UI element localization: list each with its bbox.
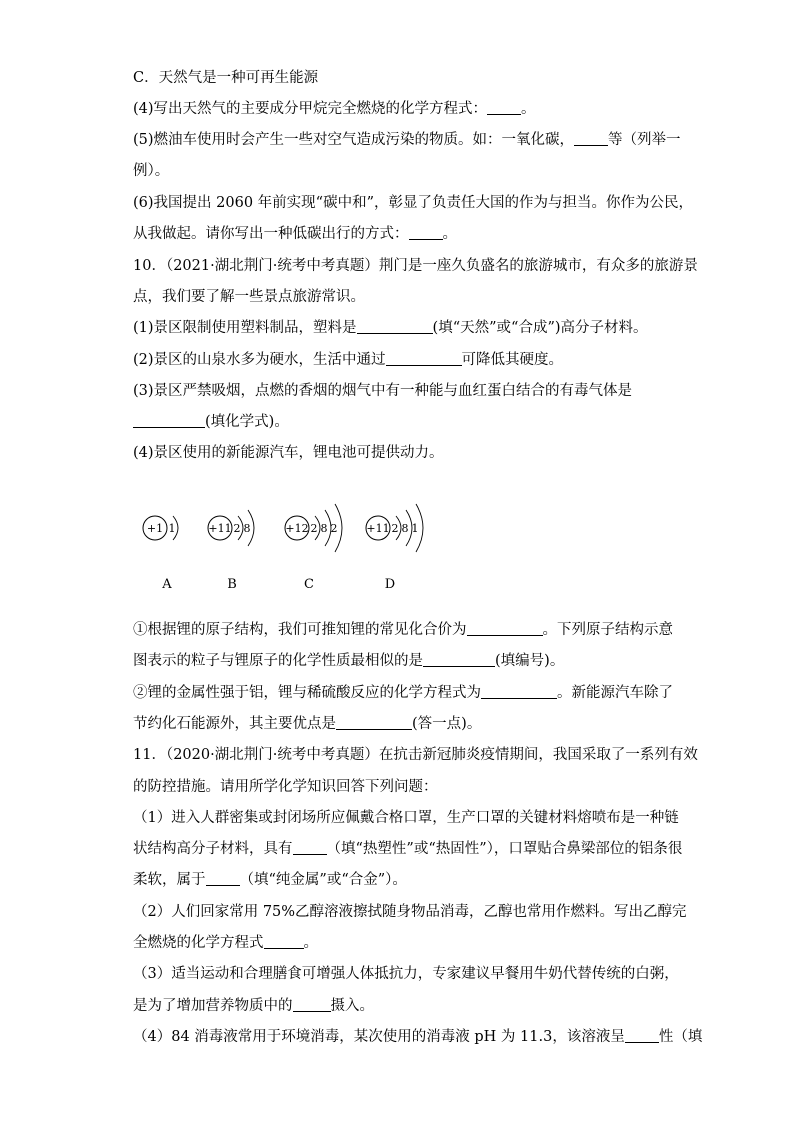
answer-blank (133, 413, 205, 428)
answer-blank (423, 652, 495, 667)
electron-count: 2 (391, 522, 399, 535)
answer-blank (487, 100, 521, 115)
answer-blank (467, 621, 543, 636)
electron-count: 2 (330, 522, 338, 535)
question-11-1: （1）进入人群密集或封闭场所应佩戴合格口罩，生产口罩的关键材料熔喷布是一种链 (133, 810, 679, 826)
answer-blank (264, 934, 304, 949)
nucleus-charge: +12 (285, 522, 309, 535)
question-10-4-1: ①根据锂的原子结构，我们可推知锂的常见化合价为 。下列原子结构示意 (133, 622, 673, 638)
option-c-line: C．天然气是一种可再生能源 (133, 70, 319, 86)
diagram-label: C (304, 577, 314, 592)
question-10-3: (3)景区严禁吸烟，点燃的香烟的烟气中有一种能与血红蛋白结合的有毒气体是 (133, 383, 633, 399)
nucleus-charge: +11 (208, 522, 232, 535)
diagram-label: D (384, 577, 396, 592)
nucleus-charge: +11 (366, 522, 390, 535)
question-10-3-cont: (填化学式)。 (133, 412, 673, 432)
diagram-label: B (227, 577, 237, 592)
answer-blank (386, 351, 462, 366)
answer-blank (206, 871, 240, 886)
question-9-5-cont: 例）。 (133, 163, 170, 179)
atomic-structure-diagrams (130, 478, 450, 598)
answer-blank (574, 131, 608, 146)
question-10-4: (4)景区使用的新能源汽车，锂电池可提供动力。 (133, 445, 444, 461)
electron-count: 8 (401, 522, 409, 535)
electron-count: 8 (243, 522, 251, 535)
question-10-stem-cont: 点，我们要了解一些景点旅游常识。 (133, 289, 365, 305)
question-11-2: （2）人们回家常用 75%乙醇溶液擦拭随身物品消毒，乙醇也常用作燃料。写出乙醇完 (133, 904, 687, 920)
electron-count: 1 (411, 522, 419, 535)
question-9-5: (5)燃油车使用时会产生一些对空气造成污染的物质。如：一氧化碳， 等（列举一 (133, 132, 681, 148)
question-11-1-cont2: 柔软，属于 （填“纯金属”或“合金”）。 (133, 872, 407, 888)
question-10-1: (1)景区限制使用塑料制品，塑料是 (填“天然”或“合成”)高分子材料。 (133, 320, 648, 336)
electron-count: 2 (310, 522, 318, 535)
atom-diagram-b (208, 510, 254, 592)
question-11-stem: 11．（2020·湖北荆门·统考中考真题）在抗击新冠肺炎疫情期间，我国采取了一系列有效 (133, 747, 698, 763)
question-10-4-2-cont: 节约化石能源外，其主要优点是 (答一点)。 (133, 716, 482, 732)
answer-blank (336, 715, 412, 730)
diagram-label: A (162, 577, 172, 592)
question-10-4-2: ②锂的金属性强于铝，锂与稀硫酸反应的化学方程式为 。新能源汽车除了 (133, 685, 673, 701)
electron-count: 8 (320, 522, 328, 535)
question-9-6: (6)我国提出 2060 年前实现“碳中和”，彰显了负责任大国的作为与担当。你作为公民， (133, 195, 693, 211)
answer-blank (409, 225, 443, 240)
nucleus-charge: +1 (146, 522, 164, 535)
question-11-3: （3）适当运动和合理膳食可增强人体抵抗力，专家建议早餐用牛奶代替传统的白粥， (133, 966, 679, 982)
atom-diagram-d (366, 504, 423, 592)
answer-blank (293, 997, 331, 1012)
answer-blank (357, 319, 433, 334)
atom-diagram-c (285, 504, 342, 592)
question-11-3-cont: 是为了增加营养物质中的 摄入。 (133, 998, 374, 1014)
answer-blank (481, 684, 557, 699)
question-11-2-cont: 全燃烧的化学方程式 。 (133, 935, 318, 951)
question-11-stem-cont: 的防控措施。请用所学化学知识回答下列问题： (133, 779, 438, 795)
question-10-2: (2)景区的山泉水多为硬水，生活中通过 可降低其硬度。 (133, 352, 564, 368)
atom-diagram-a (143, 516, 178, 592)
question-9-6-cont: 从我做起。请你写出一种低碳出行的方式： 。 (133, 226, 457, 242)
question-11-4: （4）84 消毒液常用于环境消毒，某次使用的消毒液 pH 为 11.3，该溶液呈 性（填 (133, 1029, 703, 1045)
question-10-stem: 10．（2021·湖北荆门·统考中考真题）荆门是一座久负盛名的旅游城市，有众多的旅游景 (133, 258, 698, 274)
electron-count: 2 (233, 522, 241, 535)
question-11-1-cont: 状结构高分子材料，具有 （填“热塑性”或“热固性”），口罩贴合鼻梁部位的铝条很 (133, 841, 683, 857)
electron-count: 1 (168, 522, 176, 535)
question-9-4: (4)写出天然气的主要成分甲烷完全燃烧的化学方程式： 。 (133, 101, 536, 117)
answer-blank (625, 1028, 659, 1043)
answer-blank (293, 840, 327, 855)
question-10-4-1-cont: 图表示的粒子与锂原子的化学性质最相似的是 (填编号)。 (133, 653, 565, 669)
